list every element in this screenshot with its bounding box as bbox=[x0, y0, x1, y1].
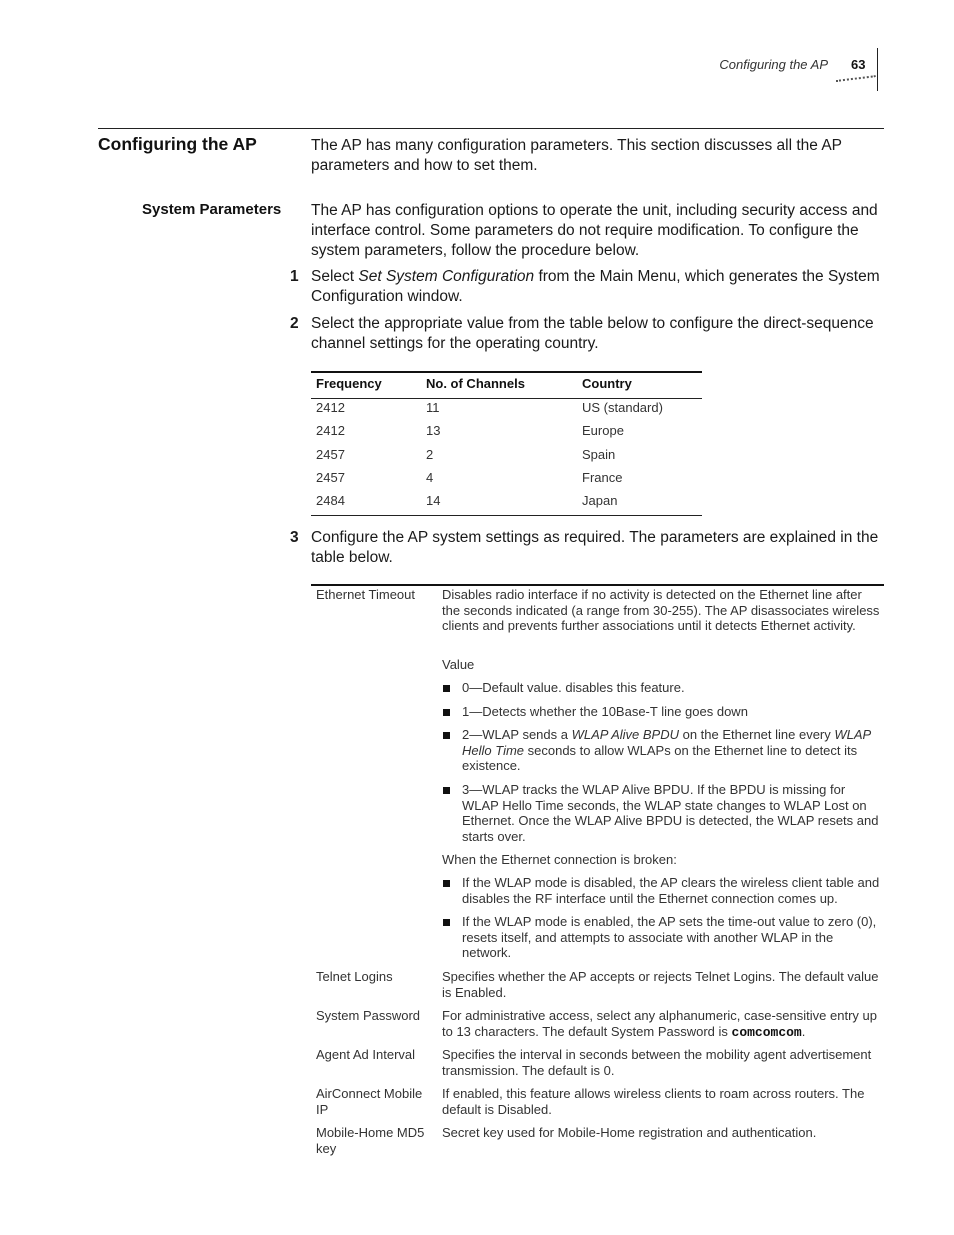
param-description: Specifies whether the AP accepts or rejects Telnet Logins. The default value is Enabled. bbox=[442, 969, 879, 1000]
param-label: System Password bbox=[316, 1008, 421, 1023]
table-cell: France bbox=[582, 470, 623, 485]
table-cell: Spain bbox=[582, 447, 616, 462]
table-cell: 14 bbox=[426, 493, 441, 508]
param-label: AirConnect Mobile IP bbox=[316, 1086, 423, 1117]
broken-item: If the WLAP mode is enabled, the AP sets the time-out value to zero (0), resets itself, and attempts to associate with another WLAP in the network. bbox=[462, 914, 877, 960]
header-divider bbox=[877, 48, 878, 91]
section-title: Configuring the AP bbox=[98, 134, 257, 154]
param-description: For administrative access, select any alphanumeric, case-sensitive entry up to 13 characters. The default System Password is comcomcom. bbox=[442, 1008, 877, 1040]
header-ornament bbox=[836, 75, 876, 82]
table-header-rule bbox=[311, 398, 702, 399]
param-subheading: Value bbox=[442, 657, 475, 672]
table-cell: Japan bbox=[582, 493, 618, 508]
param-subheading: When the Ethernet connection is broken: bbox=[442, 852, 677, 867]
param-description: Specifies the interval in seconds between the mobility agent advertisement transmission. The default is 0. bbox=[442, 1047, 872, 1078]
step-text: Configure the AP system settings as required. The parameters are explained in the table below. bbox=[311, 529, 879, 566]
param-label: Telnet Logins bbox=[316, 969, 393, 984]
column-header: No. of Channels bbox=[426, 376, 525, 391]
step-text: Select Set System Configuration from the Main Menu, which generates the System Configuration window. bbox=[311, 268, 880, 305]
value-item: 1—Detects whether the 10Base-T line goes down bbox=[462, 704, 748, 719]
table-bottom-rule bbox=[311, 515, 702, 516]
value-item: 2—WLAP sends a WLAP Alive BPDU on the Ethernet line every WLAP Hello Time seconds to allow WLAPs on the Ethernet line to detect its existence. bbox=[462, 727, 871, 773]
table-cell: 11 bbox=[426, 400, 440, 415]
running-header-title: Configuring the AP bbox=[719, 57, 828, 72]
subsection-title: System Parameters bbox=[142, 201, 282, 218]
subsection-intro: The AP has configuration options to operate the unit, including security access and interface control. Some parameters do not require modification. To configure the system parameters, follow the procedure below. bbox=[311, 202, 878, 259]
param-description: Secret key used for Mobile-Home registration and authentication. bbox=[442, 1125, 817, 1140]
table-top-rule bbox=[311, 371, 702, 373]
param-description: Disables radio interface if no activity is detected on the Ethernet line after the seconds indicated (a range from 30-255). The AP disassociates wireless clients and prevents further associations until it detects Ethernet activity. bbox=[442, 587, 880, 633]
bullet-icon bbox=[443, 919, 450, 926]
table-cell: 2412 bbox=[316, 400, 345, 415]
default-password: comcomcom bbox=[731, 1024, 802, 1040]
section-intro: The AP has many configuration parameters. This section discusses all the AP parameters and how to set them. bbox=[311, 137, 842, 174]
column-header: Country bbox=[582, 376, 632, 391]
table-cell: 2412 bbox=[316, 423, 345, 438]
bullet-icon bbox=[443, 709, 450, 716]
step-number: 1 bbox=[290, 268, 299, 285]
param-description: If enabled, this feature allows wireless clients to roam across routers. The default is Disabled. bbox=[442, 1086, 865, 1117]
broken-item: If the WLAP mode is disabled, the AP clears the wireless client table and disables the RF interface until the Ethernet connection comes up. bbox=[462, 875, 880, 906]
bullet-icon bbox=[443, 685, 450, 692]
table-cell: 4 bbox=[426, 470, 434, 485]
step-number: 2 bbox=[290, 315, 299, 332]
bullet-icon bbox=[443, 732, 450, 739]
bullet-icon bbox=[443, 880, 450, 887]
frequency-table bbox=[311, 371, 702, 517]
param-label: Mobile-Home MD5 key bbox=[316, 1125, 425, 1156]
step-text: Select the appropriate value from the table below to configure the direct-sequence channel settings for the operating country. bbox=[311, 315, 874, 352]
table-cell: Europe bbox=[582, 423, 624, 438]
table-cell: 13 bbox=[426, 423, 441, 438]
bullet-icon bbox=[443, 787, 450, 794]
param-table-rule bbox=[311, 584, 884, 586]
page-number: 63 bbox=[851, 57, 866, 72]
table-cell: 2 bbox=[426, 447, 434, 462]
param-label: Agent Ad Interval bbox=[316, 1047, 416, 1062]
value-item: 0—Default value. disables this feature. bbox=[462, 680, 685, 695]
column-header: Frequency bbox=[316, 376, 382, 391]
table-cell: US (standard) bbox=[582, 400, 663, 415]
step-number: 3 bbox=[290, 529, 299, 546]
table-cell: 2457 bbox=[316, 447, 345, 462]
table-cell: 2457 bbox=[316, 470, 345, 485]
table-cell: 2484 bbox=[316, 493, 345, 508]
section-rule bbox=[98, 128, 884, 129]
param-label: Ethernet Timeout bbox=[316, 587, 415, 602]
value-item: 3—WLAP tracks the WLAP Alive BPDU. If the BPDU is missing for WLAP Hello Time seconds, the WLAP state changes to WLAP Lost on Ethernet. Once the WLAP Alive BPDU is detected, the WLAP resets and starts over. bbox=[462, 782, 879, 844]
